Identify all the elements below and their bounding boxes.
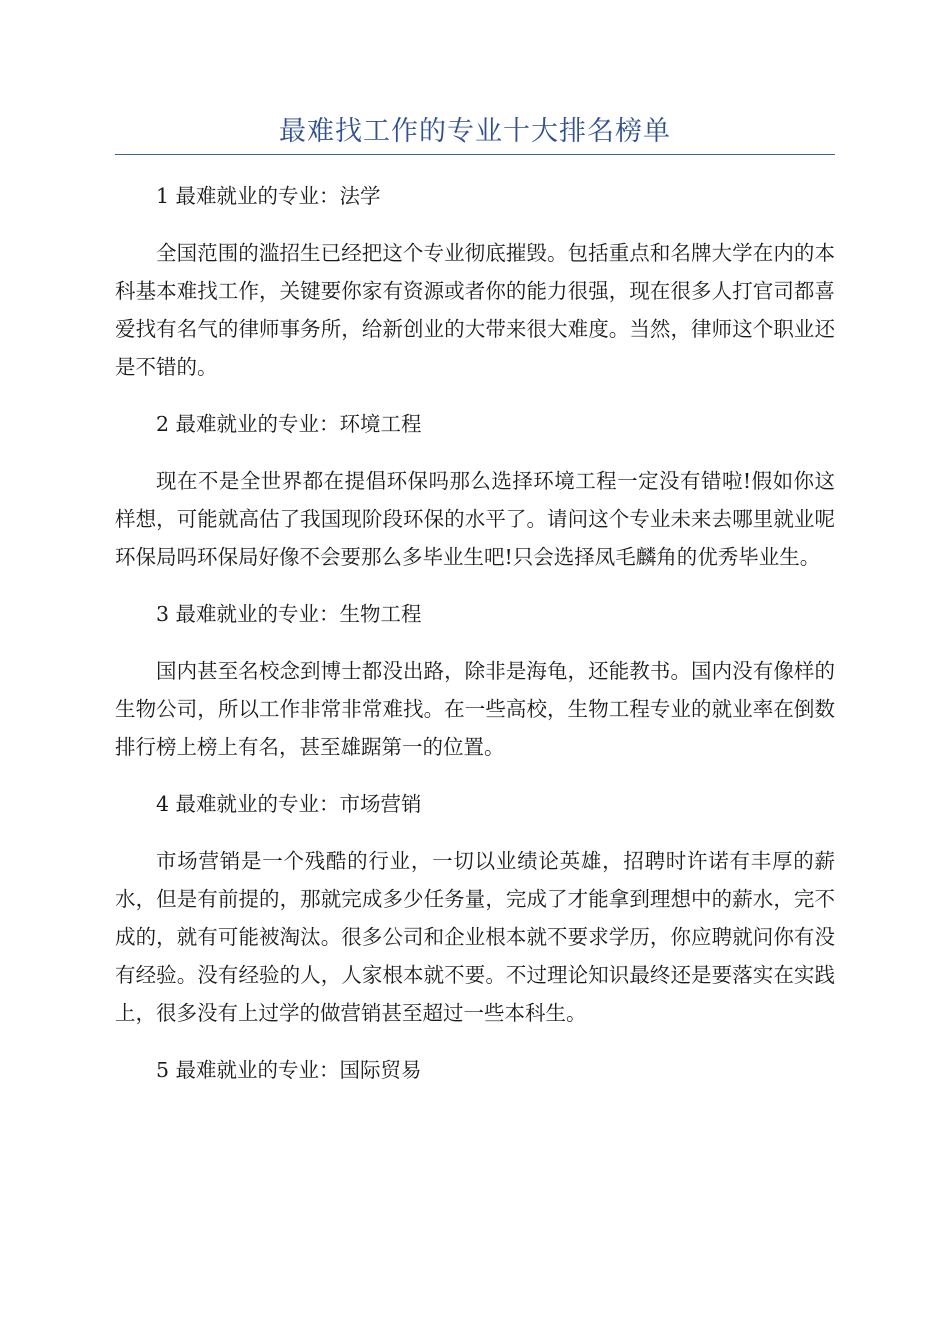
section-heading-3: 3 最难就业的专业：生物工程	[156, 602, 422, 626]
section-paragraph-3: 国内甚至名校念到博士都没出路，除非是海龟，还能教书。国内没有像样的生物公司，所以工作非常非常难找。在一些高校，生物工程专业的就业率在倒数排行榜上榜上有名，甚至雄踞第一的位置。	[115, 659, 835, 759]
title-underline	[115, 154, 835, 155]
section-heading-4: 4 最难就业的专业：市场营销	[156, 792, 422, 816]
section-paragraph-2: 现在不是全世界都在提倡环保吗那么选择环境工程一定没有错啦!假如你这样想，可能就高估了我国现阶段环保的水平了。请问这个专业未来去哪里就业呢环保局吗环保局好像不会要那么多毕业生吧!只会选择凤毛麟角的优秀毕业生。	[115, 469, 835, 569]
section-heading-5: 5 最难就业的专业：国际贸易	[156, 1058, 422, 1082]
document-title: 最难找工作的专业十大排名榜单	[279, 116, 671, 147]
section-paragraph-4: 市场营销是一个残酷的行业，一切以业绩论英雄，招聘时许诺有丰厚的薪水，但是有前提的，那就完成多少任务量，完成了才能拿到理想中的薪水，完不成的，就有可能被淘汰。很多公司和企业根本就不要求学历，你应聘就问你有没有经验。没有经验的人，人家根本就不要。不过理论知识最终还是要落实在实践上，很多没有上过学的做营销甚至超过一些本科生。	[115, 849, 835, 1025]
section-paragraph-1: 全国范围的滥招生已经把这个专业彻底摧毁。包括重点和名牌大学在内的本科基本难找工作，关键要你家有资源或者你的能力很强，现在很多人打官司都喜爱找有名气的律师事务所，给新创业的大带来很大难度。当然，律师这个职业还是不错的。	[115, 241, 835, 379]
document-page	[115, 0, 835, 1108]
section-heading-1: 1 最难就业的专业：法学	[156, 184, 381, 208]
section-heading-2: 2 最难就业的专业：环境工程	[156, 412, 422, 436]
document-body	[115, 177, 835, 1089]
